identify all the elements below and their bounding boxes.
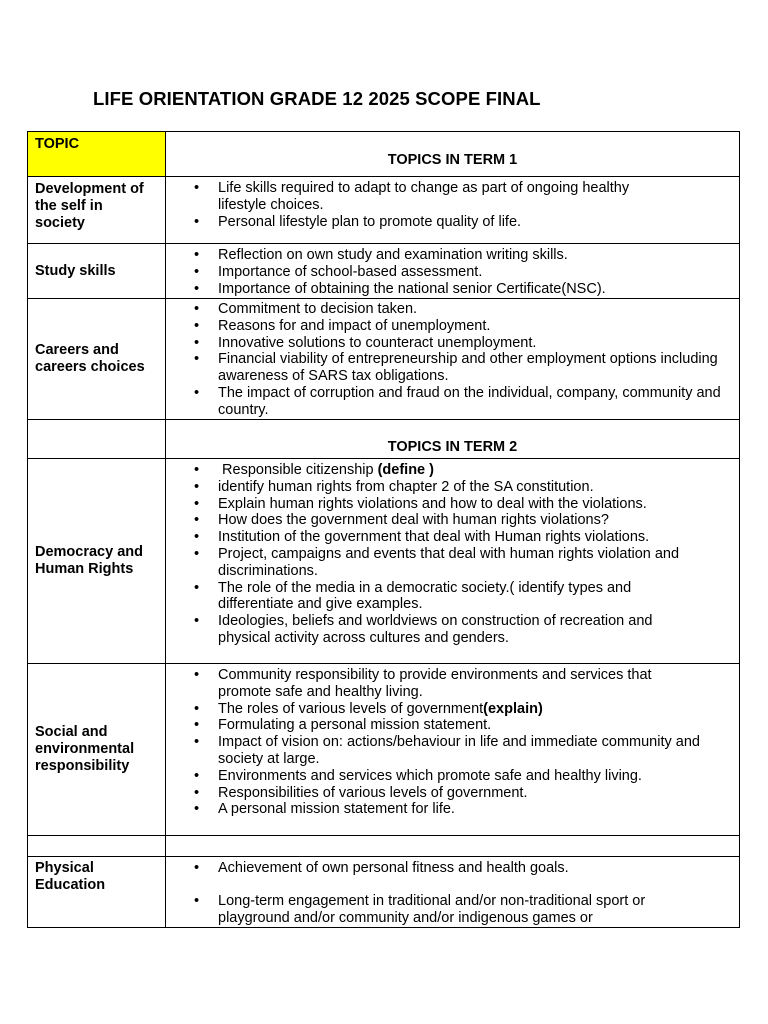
list-item: • Achievement of own personal fitness and health goals. (166, 860, 739, 877)
topic-cell-empty (28, 420, 166, 458)
list-item: • Responsibilities of various levels of government. (166, 785, 739, 802)
list-item: • The role of the media in a democratic society.( identify types and differentiate and give examples. (166, 580, 739, 614)
list-item: • Importance of school-based assessment. (166, 264, 739, 281)
term2-header: TOPICS IN TERM 2 (387, 439, 518, 455)
list-item: • identify human rights from chapter 2 of the SA constitution. (166, 479, 739, 496)
topic-cell (28, 177, 166, 243)
term2-header-cell (166, 420, 739, 458)
list-item-bold: (define ) (377, 462, 434, 478)
table-row (27, 856, 740, 928)
list-item-text: Responsible citizenship (218, 462, 378, 478)
table-row (27, 298, 740, 420)
topic-label: Careers and careers choices (35, 342, 145, 375)
topic-list (166, 462, 739, 647)
content-cell (166, 664, 739, 835)
list-item: • Commitment to decision taken. (166, 301, 739, 318)
content-cell (166, 244, 739, 298)
term1-header: TOPICS IN TERM 1 (387, 152, 518, 168)
topic-list (166, 667, 739, 818)
list-item (166, 701, 739, 718)
list-item: • The impact of corruption and fraud on the individual, company, community and country. (166, 385, 739, 419)
content-cell (166, 459, 739, 663)
topic-list (166, 180, 739, 230)
table-row (27, 243, 740, 299)
list-item: • How does the government deal with human rights violations? (166, 512, 739, 529)
topic-cell (28, 299, 166, 419)
list-item: • Innovative solutions to counteract unemployment. (166, 335, 739, 352)
list-item: • Personal lifestyle plan to promote quality of life. (166, 214, 739, 231)
list-item: • Ideologies, beliefs and worldviews on construction of recreation and physical activity across cultures and genders. (166, 613, 739, 647)
list-item: • Reflection on own study and examination writing skills. (166, 247, 739, 264)
topic-label: Study skills (35, 262, 116, 279)
table-header-row (27, 131, 740, 177)
list-item: • Explain human rights violations and how to deal with the violations. (166, 496, 739, 513)
list-item: • Formulating a personal mission statement. (166, 717, 739, 734)
topic-cell (28, 857, 166, 927)
list-item: • Importance of obtaining the national senior Certificate(NSC). (166, 281, 739, 298)
content-cell (166, 857, 739, 927)
topic-label: Social and environmental responsibility (35, 724, 135, 774)
content-cell (166, 177, 739, 243)
table-row (27, 663, 740, 836)
topic-cell (28, 664, 166, 835)
list-item: • Impact of vision on: actions/behaviour in life and immediate community and society at large. (166, 734, 739, 768)
list-item: • Community responsibility to provide environments and services that promote safe and healthy living. (166, 667, 739, 701)
topic-list (166, 301, 739, 419)
topic-list (166, 247, 739, 297)
topic-cell (28, 244, 166, 298)
topic-label: Physical Education (35, 860, 106, 893)
topic-label: Development of the self in society (35, 181, 144, 231)
page-title: LIFE ORIENTATION GRADE 12 2025 SCOPE FINAL (93, 88, 541, 109)
topic-header-cell (28, 132, 166, 176)
topic-label: Democracy and Human Rights (35, 544, 143, 577)
list-item (166, 462, 739, 479)
list-item: • Long-term engagement in traditional and/or non-traditional sport or playground and/or community and/or indigenous games or (166, 893, 739, 927)
list-item: • Environments and services which promote safe and healthy living. (166, 768, 739, 785)
content-cell (166, 299, 739, 419)
list-item-text: The roles of various levels of government (218, 700, 484, 717)
topic-list (166, 860, 739, 926)
list-item-bold: (explain) (483, 700, 543, 717)
list-item: • Project, campaigns and events that deal with human rights violation and discriminations. (166, 546, 739, 580)
empty-row (27, 835, 740, 857)
topic-cell-empty (28, 836, 166, 856)
list-item: • Reasons for and impact of unemployment. (166, 318, 739, 335)
term1-header-cell (166, 132, 739, 176)
table-row (27, 458, 740, 664)
topic-header-label: TOPIC (35, 136, 80, 152)
list-item: • A personal mission statement for life. (166, 801, 739, 818)
list-item: • Financial viability of entrepreneurship and other employment options including awareness of SARS tax obligations. (166, 351, 739, 385)
term2-header-row (27, 419, 740, 459)
list-item: • Life skills required to adapt to change as part of ongoing healthy lifestyle choices. (166, 180, 739, 214)
table-row (27, 176, 740, 244)
list-item: • Institution of the government that deal with Human rights violations. (166, 529, 739, 546)
topic-cell (28, 459, 166, 663)
